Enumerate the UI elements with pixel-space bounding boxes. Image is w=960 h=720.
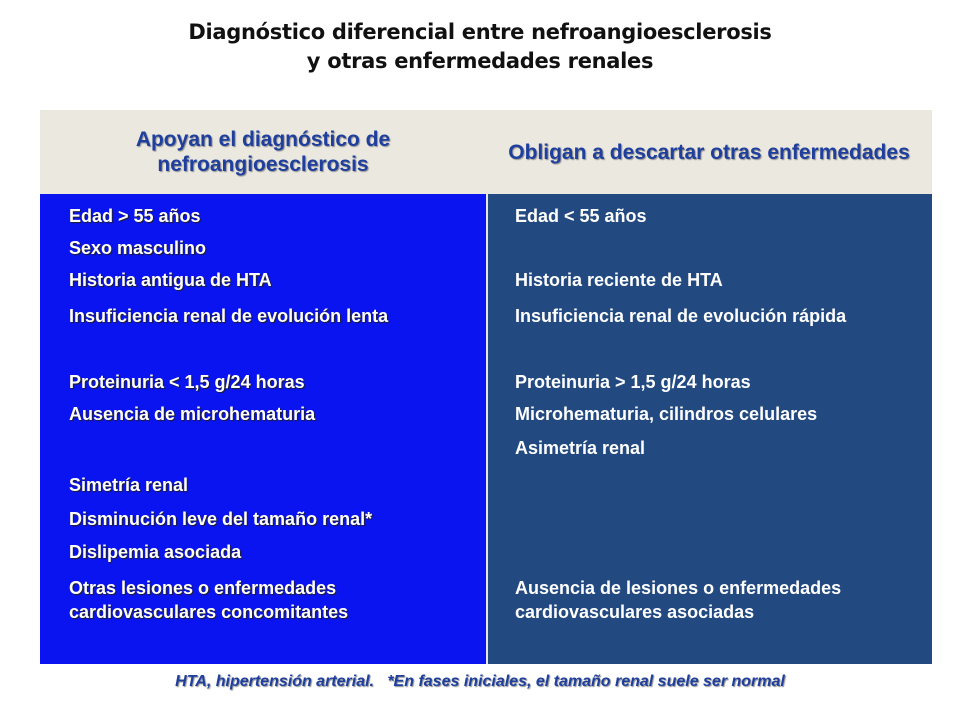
table-header	[40, 110, 932, 194]
list-item: Microhematuria, cilindros celulares	[515, 404, 818, 424]
list-item: Asimetría renal	[515, 438, 646, 458]
list-item: Disminución leve del tamaño renal*	[69, 509, 373, 529]
list-item: Simetría renal	[69, 475, 189, 495]
list-item: Insuficiencia renal de evolución lenta	[69, 306, 389, 326]
title-line-2: y otras enfermedades renales	[306, 49, 654, 73]
list-item: Dislipemia asociada	[69, 542, 242, 562]
title-line-1: Diagnóstico diferencial entre nefroangioesclerosis	[188, 20, 772, 44]
list-item: Otras lesiones o enfermedades cardiovasculares concomitantes	[69, 578, 349, 622]
header-support: Apoyan el diagnóstico de nefroangioesclerosis	[135, 128, 391, 176]
list-item: Proteinuria < 1,5 g/24 horas	[69, 372, 305, 392]
slide-title	[0, 18, 960, 76]
list-item: Insuficiencia renal de evolución rápida	[515, 306, 847, 326]
list-item: Historia antigua de HTA	[69, 270, 272, 290]
list-item: Ausencia de lesiones o enfermedades cardiovasculares asociadas	[515, 578, 842, 622]
list-item: Edad > 55 años	[69, 206, 201, 226]
footnote: HTA, hipertensión arterial. *En fases iniciales, el tamaño renal suele ser normal	[175, 673, 785, 690]
list-item: Edad < 55 años	[515, 206, 647, 226]
header-rule-out: Obligan a descartar otras enfermedades	[508, 140, 910, 164]
column-support	[40, 194, 486, 664]
list-item: Ausencia de microhematuria	[69, 404, 316, 424]
list-item: Sexo masculino	[69, 238, 207, 258]
list-item: Proteinuria > 1,5 g/24 horas	[515, 372, 751, 392]
list-item: Historia reciente de HTA	[515, 270, 723, 290]
column-rule-out	[488, 194, 932, 664]
